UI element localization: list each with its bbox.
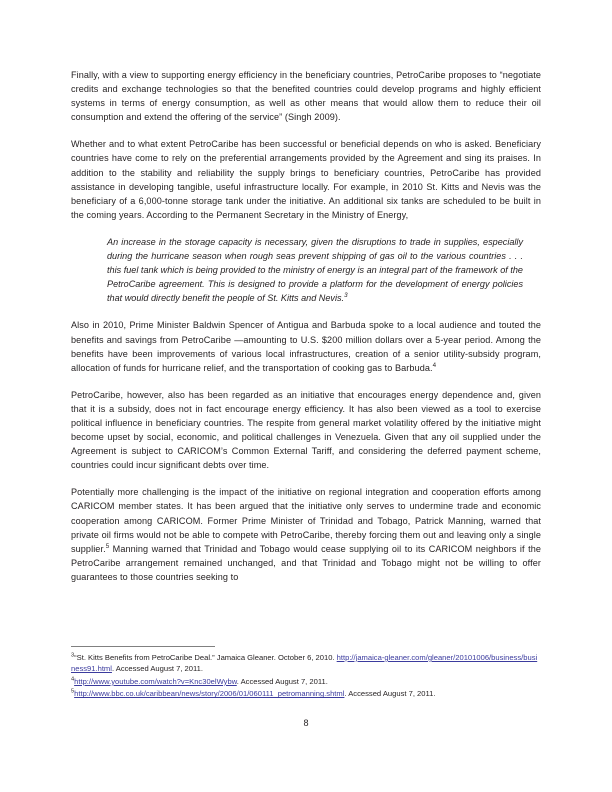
footnote-3-link[interactable]: http://jamaica-gleaner.com/gleaner/20101006/business/business91.html [71, 653, 538, 674]
paragraph-potentially-text: Potentially more challenging is the impact of the initiative on regional integration and cooperation efforts among CARICOM member states. It has been argued that the initiative only serves to undermine trade and economic cooperation among CARICOM. Former Prime Minister of Trinidad and Tobago, Patrick Manning, warned that private oil firms would not be able to compete with PetroCaribe, thereby forcing them out and leaving only a single supplier. [71, 487, 541, 554]
paragraph-also-2010-text: Also in 2010, Prime Minister Baldwin Spencer of Antigua and Barbuda spoke to a local audience and touted the benefits and savings from PetroCaribe —amounting to U.S. $200 million dollars over a 5-year period. Among the benefits have been improvements of various local infrastructures, creation of a senior utility-subsidy program, allocation of funds for hurricane relief, and the transportation of cooking gas to Barbuda. [71, 320, 541, 373]
footnote-separator-rule [71, 646, 215, 647]
footnote-item-3 [71, 652, 541, 675]
block-quote-permanent-secretary [107, 235, 523, 305]
footnote-marker-4: 4 [71, 676, 75, 683]
page-body-content [71, 68, 541, 584]
footnote-item-4 [71, 676, 541, 687]
paragraph-finally: Finally, with a view to supporting energy efficiency in the beneficiary countries, PetroCaribe proposes to “negotiate credits and exchange technologies so that the benefited countries could develop programs and highly efficient systems in terms of energy consumption, as well as other means that would allow them to reduce their oil consumption and extend the offering of the service” (Singh 2009). [71, 70, 541, 123]
footnote-reference-4[interactable]: 4 [432, 361, 437, 369]
footnote-item-5 [71, 688, 541, 699]
paragraph-petrocaribe-however [71, 388, 541, 473]
paragraph-potentially-challenging [71, 485, 541, 584]
footnote-reference-3[interactable]: 3 [344, 292, 348, 300]
footnote-5-link[interactable]: http://www.bbc.co.uk/caribbean/news/story/2006/01/060111_petromanning.shtml [74, 689, 345, 699]
footnote-marker-3: 3 [71, 652, 75, 659]
footnote-reference-5[interactable]: 5 [105, 542, 110, 550]
paragraph-potentially-tail: Manning warned that Trinidad and Tobago would cease supplying oil to its CARICOM neighbors if the PetroCaribe arrangement remained unchanged, and that Trinidad and Tobago might not be willing to offer guarantees to those countries seeking to [71, 543, 541, 582]
paragraph-also-2010 [71, 318, 541, 374]
footnote-4-link[interactable]: http://www.youtube.com/watch?v=Knc30elWybw [74, 676, 237, 686]
page-number: 8 [303, 718, 309, 728]
block-quote-text: An increase in the storage capacity is necessary, given the disruptions to trade in supplies, especially during the hurricane season when rough seas prevent shipping of gas oil to the various countries . . . this fuel tank which is being provided to the ministry of energy is an integral part of the framework of the PetroCaribe agreement. This is designed to provide a platform for the development of energy policies that would directly benefit the people of St. Kitts and Nevis. [107, 236, 523, 304]
footnotes-section [71, 646, 541, 701]
paragraph-petrocaribe-however-text: PetroCaribe, however, also has been regarded as an initiative that encourages energy dependence and, given that it is a subsidy, does not in fact encourage energy efficiency. It has also been viewed as a tool to exercise political influence in beneficiary countries. The respite from general market volatility offered by the initiative might become upset by social, economic, and political challenges in Venezuela. Given that any oil supplied under the Agreement is subject to CARICOM’s Common External Tariff, and considering the deferred payment scheme, countries could incur significant debts over time. [71, 389, 541, 471]
footnote-3-text-before: “St. Kitts Benefits from PetroCaribe Deal.” Jamaica Gleaner. October 6, 2010. [74, 653, 337, 662]
footnote-marker-5: 5 [71, 688, 75, 695]
footnote-4-text-after: . Accessed August 7, 2011. [236, 676, 328, 686]
footnote-3-text-after: . Accessed August 7, 2011. [111, 664, 203, 674]
footnote-5-text-after: . Accessed August 7, 2011. [344, 689, 436, 699]
paragraph-whether: Whether and to what extent PetroCaribe has been successful or beneficial depends on who is asked. Beneficiary countries have come to rely on the preferential arrangements provided by the Agreement and sing its praises. In addition to the stability and reliability the supply brings to beneficiary countries, PetroCaribe has provided assistance in developing tangible, useful infrastructure locally. For example, in 2010 St. Kitts and Nevis was the beneficiary of a 6,000-tonne storage tank under the initiative. An additional six tanks are scheduled to be built in the coming years. According to the Permanent Secretary in the Ministry of Energy, [71, 139, 541, 220]
